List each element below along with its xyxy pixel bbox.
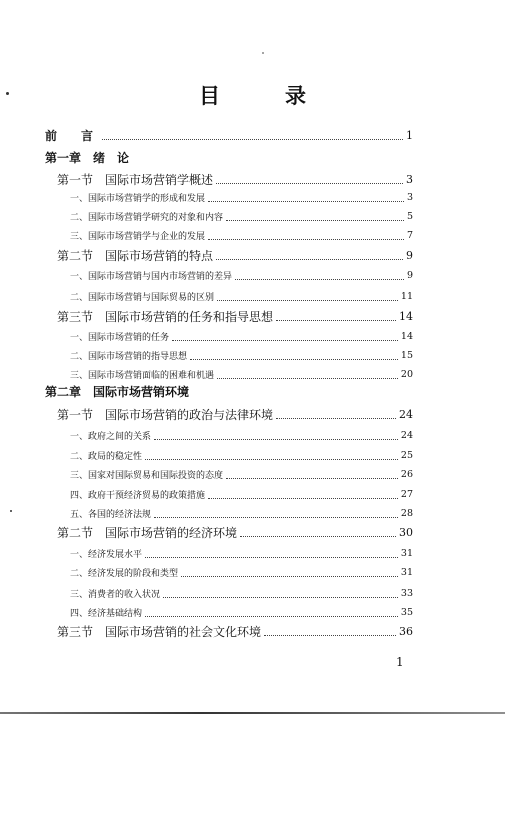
toc-entry-page: 28	[400, 507, 413, 519]
toc-dot-leader	[154, 439, 398, 440]
toc-entry-title: 一、经济发展水平	[70, 549, 143, 560]
toc-entry-title: 四、经济基础结构	[70, 608, 143, 619]
page-title: 目 录	[199, 84, 328, 108]
toc-entry-title: 三、国际市场营销学与企业的发展	[70, 231, 206, 242]
toc-entry-page: 36	[399, 624, 413, 638]
toc-entry-title: 第三节 国际市场营销的任务和指导思想	[57, 309, 274, 324]
toc-entry-page: 11	[400, 290, 413, 302]
toc-section	[0, 622, 505, 640]
toc-item	[0, 346, 505, 364]
toc-dot-leader	[226, 478, 398, 479]
scan-speck	[262, 52, 264, 54]
toc-chapter	[0, 382, 505, 400]
toc-entry-title: 第二节 国际市场营销的特点	[57, 248, 214, 263]
toc-entry-title: 五、各国的经济法规	[70, 509, 152, 520]
toc-dot-leader	[217, 300, 398, 301]
toc-entry-page: 31	[400, 566, 413, 578]
toc-dot-leader	[240, 536, 396, 537]
toc-entry-title: 二、政局的稳定性	[70, 451, 143, 462]
toc-item	[0, 426, 505, 444]
toc-entry-title: 二、国际市场营销与国际贸易的区别	[70, 292, 215, 303]
toc-entry-page: 9	[406, 248, 413, 262]
scan-edge-line	[0, 712, 505, 714]
toc-entry-page: 33	[400, 587, 413, 599]
toc-section	[0, 523, 505, 541]
toc-item	[0, 446, 505, 464]
toc-entry-title: 二、国际市场营销的指导思想	[70, 351, 188, 362]
toc-entry-page: 25	[400, 449, 413, 461]
toc-item	[0, 485, 505, 503]
toc-dot-leader	[226, 220, 404, 221]
toc-entry-title: 第二节 国际市场营销的经济环境	[57, 525, 238, 540]
page-number: 1	[396, 655, 404, 669]
toc-entry-title: 一、国际市场营销的任务	[70, 332, 170, 343]
toc-entry-title: 一、国际市场营销学的形成和发展	[70, 193, 206, 204]
toc-dot-leader	[276, 320, 396, 321]
toc-dot-leader	[264, 635, 396, 636]
toc-entry-title: 一、国际市场营销与国内市场营销的差异	[70, 271, 233, 282]
toc-chapter	[0, 148, 505, 166]
scan-speck	[6, 92, 9, 95]
toc-dot-leader	[208, 498, 398, 499]
toc-item	[0, 365, 505, 383]
toc-entry-page: 31	[400, 547, 413, 559]
toc-item	[0, 603, 505, 621]
toc-dot-leader	[172, 340, 398, 341]
toc-front-matter	[0, 126, 505, 144]
toc-item	[0, 465, 505, 483]
toc-entry-page: 24	[400, 429, 413, 441]
toc-dot-leader	[102, 139, 403, 140]
scan-speck	[10, 510, 12, 512]
toc-dot-leader	[190, 359, 398, 360]
toc-entry-title: 第二章 国际市场营销环境	[45, 384, 190, 399]
toc-entry-page: 20	[400, 368, 413, 380]
toc-item	[0, 544, 505, 562]
toc-entry-title: 三、消费者的收入状况	[70, 589, 161, 600]
toc-entry-page: 14	[399, 309, 413, 323]
toc-item	[0, 226, 505, 244]
toc-item	[0, 584, 505, 602]
toc-entry-title: 四、政府干预经济贸易的政策措施	[70, 490, 206, 501]
toc-section	[0, 170, 505, 188]
toc-dot-leader	[208, 201, 404, 202]
toc-entry-title: 二、国际市场营销学研究的对象和内容	[70, 212, 224, 223]
toc-entry-page: 15	[400, 349, 413, 361]
toc-entry-page: 26	[400, 468, 413, 480]
toc-item	[0, 287, 505, 305]
toc-section	[0, 307, 505, 325]
toc-entry-title: 一、政府之间的关系	[70, 431, 152, 442]
toc-dot-leader	[145, 616, 398, 617]
toc-entry-page: 1	[406, 128, 413, 142]
toc-entry-page: 30	[399, 525, 413, 539]
toc-entry-title: 第一章 绪 论	[45, 150, 130, 165]
toc-entry-title: 三、国际市场营销面临的困难和机遇	[70, 370, 215, 381]
toc-dot-leader	[145, 459, 398, 460]
toc-dot-leader	[217, 378, 398, 379]
toc-item	[0, 563, 505, 581]
toc-entry-page: 3	[406, 191, 413, 203]
toc-entry-title: 三、国家对国际贸易和国际投资的态度	[70, 470, 224, 481]
toc-entry-page: 27	[400, 488, 413, 500]
toc-entry-title: 二、经济发展的阶段和类型	[70, 568, 179, 579]
toc-item	[0, 266, 505, 284]
toc-dot-leader	[235, 279, 404, 280]
toc-entry-page: 35	[400, 606, 413, 618]
toc-entry-title: 第一节 国际市场营销的政治与法律环境	[57, 407, 274, 422]
toc-dot-leader	[163, 597, 398, 598]
toc-dot-leader	[145, 557, 398, 558]
toc-entry-title: 第三节 国际市场营销的社会文化环境	[57, 624, 262, 639]
toc-dot-leader	[154, 517, 398, 518]
toc-item	[0, 327, 505, 345]
toc-entry-page: 14	[400, 330, 413, 342]
toc-dot-leader	[216, 183, 403, 184]
toc-entry-title: 第一节 国际市场营销学概述	[57, 172, 214, 187]
toc-entry-title: 前 言	[45, 128, 100, 143]
toc-dot-leader	[208, 239, 404, 240]
toc-dot-leader	[216, 259, 403, 260]
toc-item	[0, 188, 505, 206]
toc-item	[0, 207, 505, 225]
toc-item	[0, 504, 505, 522]
toc-entry-page: 7	[406, 229, 413, 241]
toc-entry-page: 9	[406, 269, 413, 281]
toc-dot-leader	[181, 576, 398, 577]
toc-dot-leader	[276, 418, 396, 419]
toc-section	[0, 405, 505, 423]
toc-entry-page: 3	[406, 172, 413, 186]
toc-section	[0, 246, 505, 264]
toc-entry-page: 5	[406, 210, 413, 222]
toc-entry-page: 24	[399, 407, 413, 421]
